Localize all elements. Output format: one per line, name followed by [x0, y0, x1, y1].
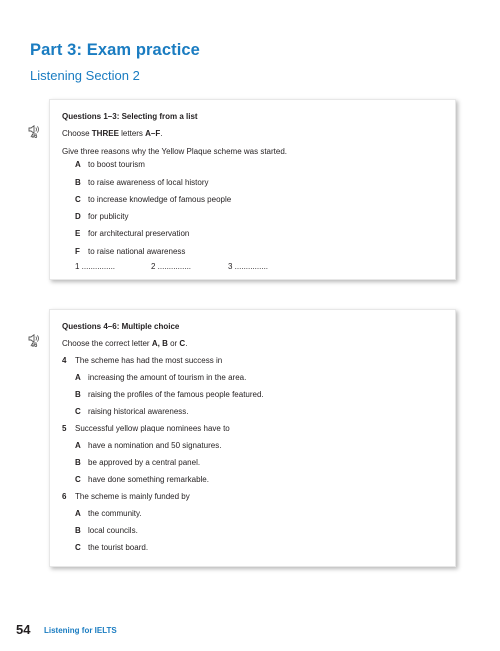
option-text: local councils.: [88, 526, 138, 535]
option-text: to raise awareness of local history: [88, 178, 209, 187]
question-number: 6: [62, 492, 67, 501]
section-title: Listening Section 2: [30, 68, 140, 83]
instruction-text: .: [185, 339, 188, 348]
instruction-text: or: [167, 339, 180, 348]
option-letter: B: [75, 390, 81, 399]
audio-track-number: 46: [30, 343, 38, 349]
q5-option-c[interactable]: [75, 475, 209, 485]
option-letter: D: [75, 212, 81, 221]
option-c[interactable]: [75, 195, 231, 205]
question-number: 4: [62, 356, 67, 365]
speaker-icon: [28, 334, 40, 343]
option-f[interactable]: [75, 247, 185, 257]
q6-option-c[interactable]: [75, 543, 148, 553]
instruction: [62, 129, 163, 139]
option-letter: B: [75, 178, 81, 187]
q6-option-a[interactable]: [75, 509, 142, 519]
question-text: Successful yellow plaque nominees have to: [75, 424, 230, 433]
question-4: [62, 356, 222, 366]
page-number: 54: [16, 622, 31, 637]
instruction-emphasis: A,: [151, 339, 160, 348]
option-text: for architectural preservation: [88, 229, 190, 238]
q5-option-b[interactable]: [75, 458, 200, 468]
option-letter: B: [75, 458, 81, 467]
q4-option-c[interactable]: [75, 407, 189, 417]
option-letter: F: [75, 247, 80, 256]
instruction-text: Choose the correct letter: [62, 339, 152, 348]
instruction-emphasis: THREE: [91, 129, 119, 138]
instruction-text: Choose: [62, 129, 92, 138]
option-letter: A: [75, 509, 81, 518]
instruction-text: .: [160, 129, 163, 138]
option-text: the tourist board.: [88, 543, 149, 552]
option-d[interactable]: [75, 212, 128, 222]
option-e[interactable]: [75, 229, 189, 239]
option-letter: A: [75, 160, 81, 169]
option-text: raising the profiles of the famous people featured.: [88, 390, 264, 399]
question-text: The scheme is mainly funded by: [75, 492, 190, 501]
question-5: [62, 424, 230, 434]
question-card-1-3: [49, 99, 456, 280]
option-letter: E: [75, 229, 81, 238]
audio-track-number: 46: [30, 134, 38, 140]
option-text: the community.: [88, 509, 142, 518]
audio-track-2[interactable]: [26, 334, 42, 350]
section-heading: Questions 1–3: Selecting from a list: [62, 112, 198, 121]
speaker-icon: [28, 125, 40, 134]
option-text: to raise national awareness: [88, 247, 186, 256]
q5-option-a[interactable]: [75, 441, 221, 451]
option-letter: C: [75, 195, 81, 204]
question-card-4-6: [49, 309, 456, 567]
instruction-emphasis: C: [179, 339, 186, 348]
question-prompt: Give three reasons why the Yellow Plaque scheme was started.: [62, 147, 288, 156]
option-letter: C: [75, 407, 81, 416]
option-text: for publicity: [88, 212, 129, 221]
section-heading: Questions 4–6: Multiple choice: [62, 322, 180, 331]
option-b[interactable]: [75, 178, 209, 188]
question-text: The scheme has had the most success in: [75, 356, 223, 365]
option-letter: A: [75, 373, 81, 382]
instruction-emphasis: B: [162, 339, 168, 348]
option-text: have done something remarkable.: [88, 475, 209, 484]
option-letter: C: [75, 543, 81, 552]
option-letter: A: [75, 441, 81, 450]
option-text: to boost tourism: [88, 160, 145, 169]
instruction-emphasis: A–F: [145, 129, 161, 138]
option-a[interactable]: [75, 160, 145, 170]
option-text: to increase knowledge of famous people: [88, 195, 232, 204]
option-text: raising historical awareness.: [88, 407, 189, 416]
option-text: increasing the amount of tourism in the area.: [88, 373, 247, 382]
question-number: 5: [62, 424, 67, 433]
instruction: [62, 339, 187, 349]
option-letter: B: [75, 526, 81, 535]
book-title: Listening for IELTS: [44, 626, 117, 635]
q4-option-a[interactable]: [75, 373, 246, 383]
audio-track-1[interactable]: [26, 125, 42, 141]
answer-blank-2[interactable]: 2 ...............: [151, 262, 192, 271]
answer-blank-1[interactable]: 1 ...............: [75, 262, 116, 271]
answer-blank-3[interactable]: 3 ...............: [228, 262, 269, 271]
instruction-text: letters: [118, 129, 146, 138]
question-6: [62, 492, 190, 502]
option-letter: C: [75, 475, 81, 484]
q6-option-b[interactable]: [75, 526, 138, 536]
option-text: be approved by a central panel.: [88, 458, 201, 467]
option-text: have a nomination and 50 signatures.: [88, 441, 222, 450]
part-title: Part 3: Exam practice: [30, 41, 200, 59]
q4-option-b[interactable]: [75, 390, 264, 400]
